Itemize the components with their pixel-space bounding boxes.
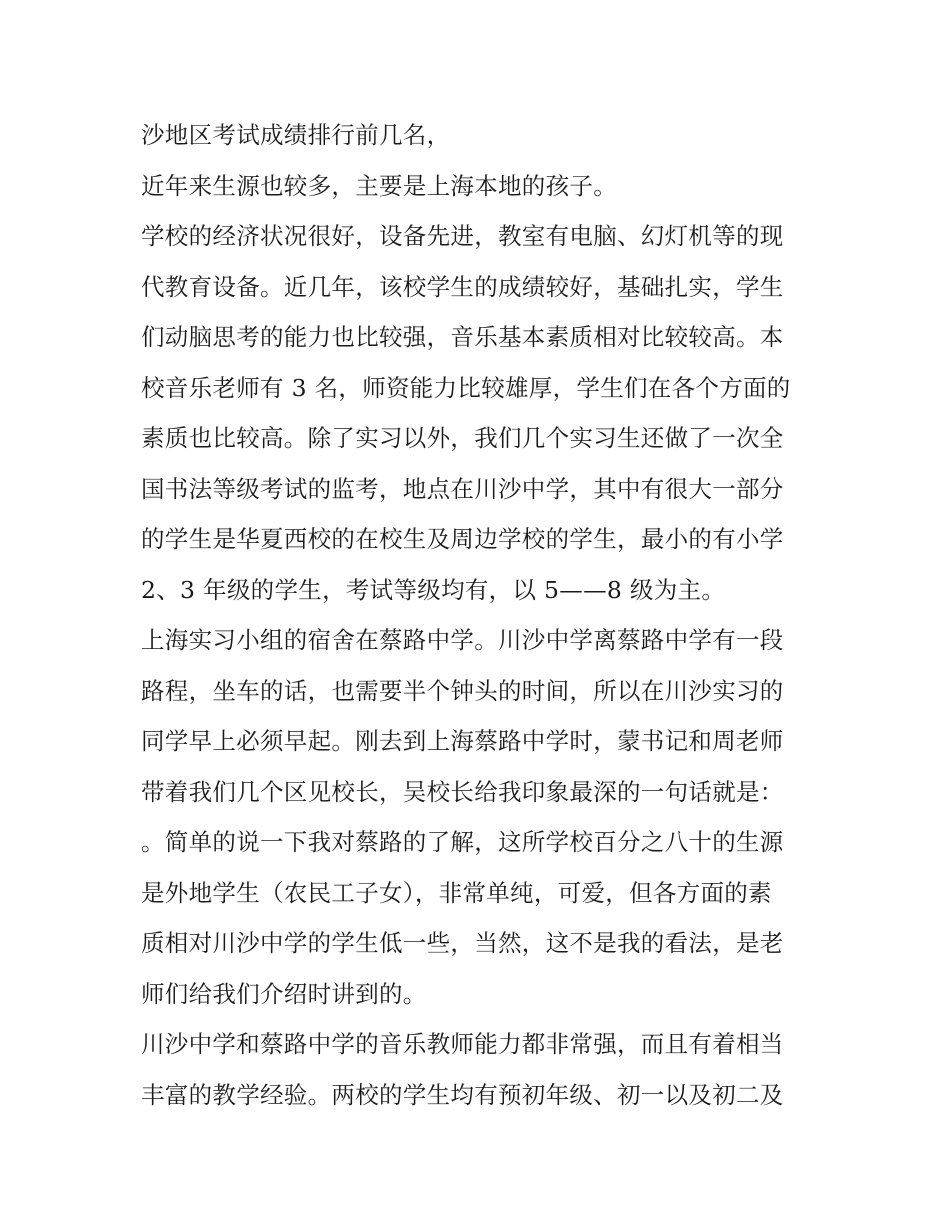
text-line: 川沙中学和蔡路中学的音乐教师能力都非常强，而且有着相当 — [141, 1030, 784, 1058]
text-line: 学校的经济状况很好，设备先进，教室有电脑、幻灯机等的现 — [141, 222, 784, 250]
text-line: 上海实习小组的宿舍在蔡路中学。川沙中学离蔡路中学有一段 — [141, 626, 784, 654]
text-line: 。简单的说一下我对蔡路的了解，这所学校百分之八十的生源 — [141, 828, 784, 856]
text-line: 是外地学生（农民工子女），非常单纯，可爱，但各方面的素 — [141, 878, 772, 907]
text-line: 带着我们几个区见校长，吴校长给我印象最深的一句话就是： — [141, 777, 784, 806]
text-line: 们动脑思考的能力也比较强，音乐基本素质相对比较较高。本 — [141, 323, 784, 351]
text-line: 2、3 年级的学生，考试等级均有，以 5——8 级为主。 — [141, 575, 726, 604]
text-line: 丰富的教学经验。两校的学生均有预初年级、初一以及初二及 — [141, 1080, 784, 1109]
text-line: 近年来生源也较多，主要是上海本地的孩子。 — [141, 171, 617, 200]
body-text — [141, 110, 821, 1120]
text-line: 路程，坐车的话，也需要半个钟头的时间，所以在川沙实习的 — [141, 676, 784, 705]
text-line: 校音乐老师有 3 名，师资能力比较雄厚，学生们在各个方面的 — [141, 373, 791, 402]
text-line: 沙地区考试成绩排行前几名， — [141, 121, 451, 149]
text-line: 质相对川沙中学的学生低一些，当然，这不是我的看法，是老 — [141, 929, 784, 957]
text-line: 同学早上必须早起。刚去到上海蔡路中学时，蒙书记和周老师 — [141, 727, 784, 755]
text-line: 国书法等级考试的监考，地点在川沙中学，其中有很大一部分 — [141, 474, 784, 503]
text-line: 代教育设备。近几年，该校学生的成绩较好，基础扎实，学生 — [141, 272, 784, 301]
text-line: 师们给我们介绍时讲到的。 — [141, 979, 427, 1008]
text-line: 素质也比较高。除了实习以外，我们几个实习生还做了一次全 — [141, 424, 784, 452]
text-line: 的学生是华夏西校的在校生及周边学校的学生，最小的有小学 — [141, 525, 784, 553]
